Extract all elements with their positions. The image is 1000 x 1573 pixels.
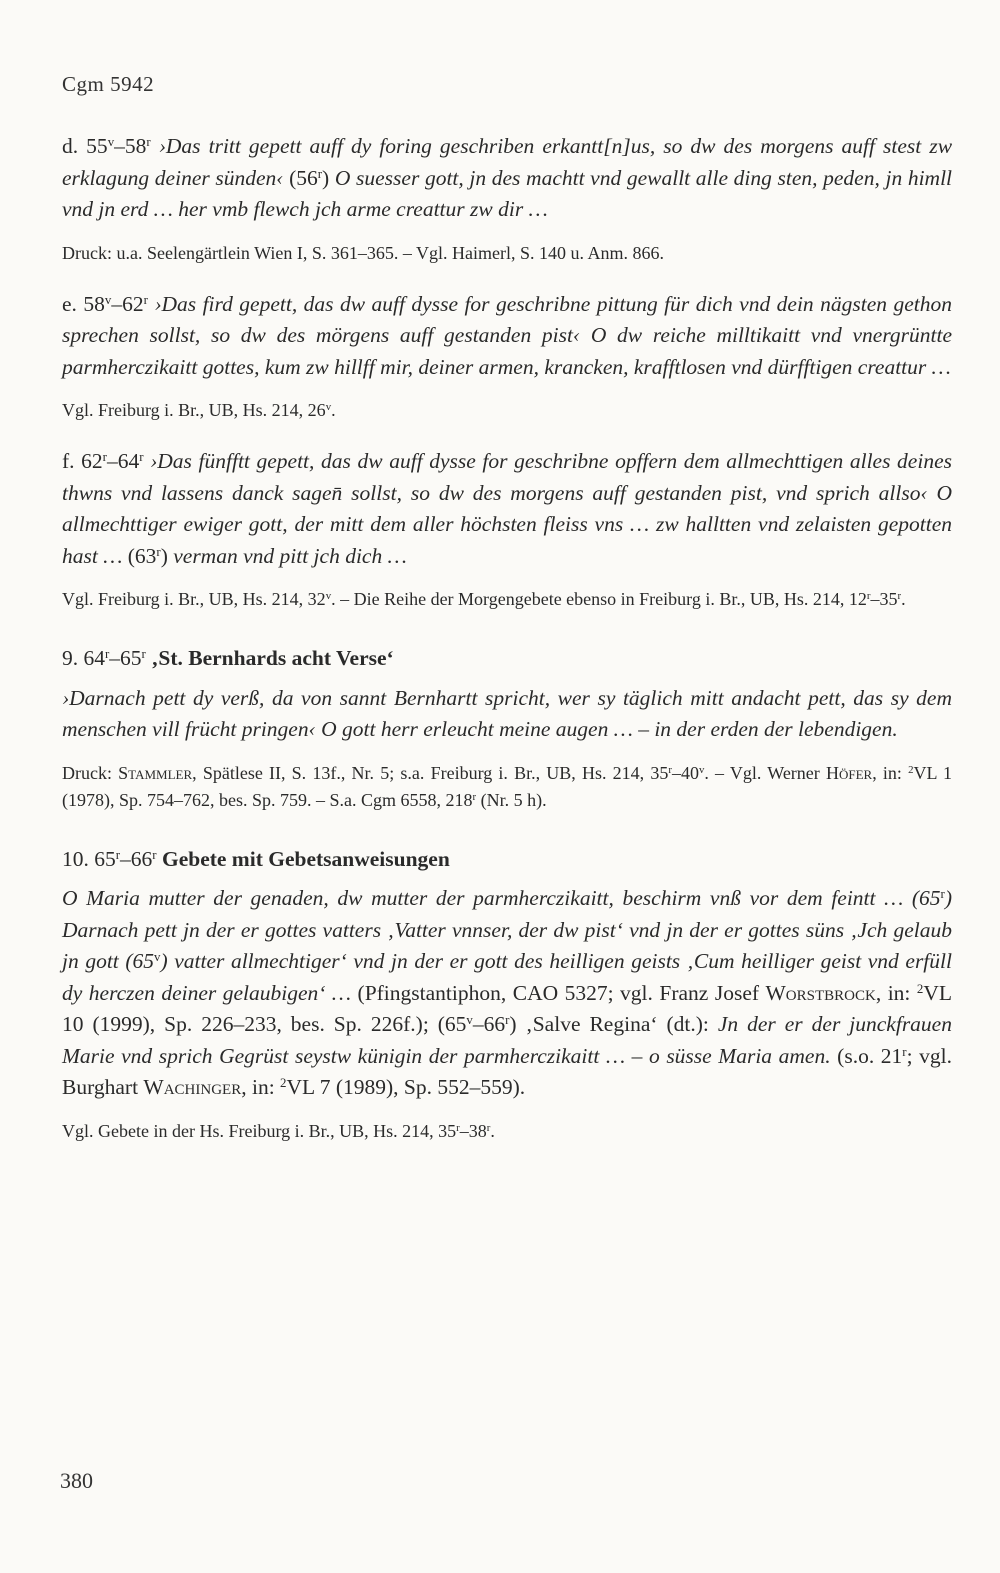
entry-f-note	[62, 586, 952, 613]
sup: v	[466, 1012, 473, 1027]
sup: r	[105, 646, 110, 661]
page-body	[62, 72, 952, 1145]
sup: v	[698, 763, 705, 776]
note-text: –40	[671, 762, 699, 783]
entry-f	[62, 446, 952, 572]
sup: v	[107, 134, 115, 149]
sup: r	[317, 166, 323, 181]
folio-ref-close: )	[322, 165, 330, 190]
note-text: .	[901, 589, 906, 609]
sup: r	[866, 590, 871, 603]
section-9-heading	[62, 643, 952, 675]
entry-d	[62, 131, 952, 226]
entry-e-lead: e. 58	[62, 291, 105, 316]
sup: r	[146, 134, 151, 149]
folio-range: –64	[106, 449, 140, 473]
folio-range: –66	[120, 846, 153, 871]
note-text: Vgl. Gebete in der Hs. Freiburg i. Br., UB, Hs. 214, 35	[62, 1120, 457, 1141]
folio-ref-close: )	[160, 543, 168, 568]
sup: r	[940, 886, 945, 901]
sup: v	[154, 949, 161, 964]
commentary: –66	[472, 1012, 506, 1036]
sup: r	[156, 544, 161, 559]
folio-ref: (56	[289, 165, 318, 190]
sup: r	[902, 1044, 907, 1059]
incipit: O Maria mutter der genaden, dw mutter der parmherczikaitt, beschirm vnß vor dem feintt … (65	[62, 886, 941, 910]
note-text: . – Die Reihe der Morgengebete ebenso in Freiburg i. Br., UB, Hs. 214, 12	[331, 589, 867, 609]
commentary: (s.o. 21	[830, 1043, 903, 1068]
note-text: Vgl. Freiburg i. Br., UB, Hs. 214, 32	[62, 589, 326, 609]
commentary: (Pfingstantiphon, CAO 5327; vgl. Franz Josef Worstbrock, in:	[351, 980, 917, 1005]
entry-f-lead: f. 62	[62, 449, 103, 473]
note-text: . – Vgl. Werner Höfer, in:	[704, 762, 909, 783]
commentary: ; vgl. Burghart Wachinger, in:	[62, 1043, 953, 1099]
section-number: 10. 65	[62, 846, 116, 871]
sup: r	[505, 1012, 510, 1027]
section-title: ‚St. Bernhards acht Verse‘	[145, 646, 394, 670]
note-text: VL 1 (1978), Sp. 754–762, bes. Sp. 759. – S.a. Cgm 6558, 218	[62, 762, 952, 810]
note-text: .	[490, 1120, 495, 1141]
section-9-note	[62, 760, 952, 814]
folio-range: –62	[111, 291, 144, 316]
sup: r	[152, 847, 157, 862]
note-text: –35	[870, 589, 898, 609]
sup: r	[897, 590, 902, 603]
note-text: Druck: Stammler, Spätlese II, S. 13f., Nr. 5; s.a. Freiburg i. Br., UB, Hs. 214, 35	[62, 762, 669, 783]
sup: r	[139, 449, 144, 464]
section-number: 9. 64	[62, 646, 105, 670]
entry-f-text1: ›Das fünfftt gepett, das dw auff dysse for geschribne opffern dem allmechttigen alles deines thwns vnd lassens danck sagen̄ sollst, so dw des morgens auff gestanden pist, vnd sprich allso‹ O allmechttiger ewiger gott, der mitt dem aller höchsten fleiss vns … zw halltten vnd zelaisten gepotten hast …	[62, 449, 952, 568]
sup: r	[472, 790, 477, 803]
sup: v	[325, 590, 332, 603]
sup: r	[102, 449, 107, 464]
sup: 2	[908, 763, 914, 776]
incipit: ) Darnach pett jn der er gottes vatters ‚Vatter vnnser, der dw pist‘ vnd jn der er gottes süns ‚Jch gelaub jn gott (65	[62, 886, 952, 973]
note-text: Vgl. Freiburg i. Br., UB, Hs. 214, 26	[62, 400, 326, 420]
entry-e-note	[62, 397, 952, 424]
section-10-note	[62, 1118, 952, 1145]
section-9-text	[62, 683, 952, 746]
incipit: Jn der er der junckfrauen Marie vnd sprich Gegrüst seystw künigin der parmherczikaitt … – o süsse Maria amen.	[62, 1012, 952, 1068]
commentary: VL 7 (1989), Sp. 552–559).	[286, 1075, 526, 1099]
commentary: ) ‚Salve Regina‘ (dt.):	[509, 1012, 718, 1036]
sup: v	[104, 292, 112, 307]
entry-d-note: Druck: u.a. Seelengärtlein Wien I, S. 361–365. – Vgl. Haimerl, S. 140 u. Anm. 866.	[62, 242, 665, 263]
sup: r	[143, 292, 148, 307]
section-title: Gebete mit Gebetsanweisungen	[156, 846, 450, 871]
sup: 2	[280, 1075, 287, 1090]
section-10-text	[62, 883, 952, 1104]
folio-range: –65	[109, 646, 142, 670]
entry-d-text2: O suesser gott, jn des machtt vnd gewallt alle ding sten, peden, jn himll vnd jn erd … her vmb flewch jch arme creattur zw dir …	[62, 165, 953, 221]
sup: r	[115, 847, 121, 862]
commentary: VL 10 (1999), Sp. 226–233, bes. Sp. 226f.); (65	[62, 980, 953, 1036]
incipit: ) vatter allmechtiger‘ vnd jn der er gott des heilligen geists ‚Cum heilliger geist vnd erfüll dy herczen deiner gelaubigen‘ …	[62, 949, 952, 1005]
entry-d-text1: ›Das tritt gepett auff dy foring geschriben erkantt[n]us, so dw des morgens auff stest zw erklagung deiner sünden‹	[62, 134, 953, 190]
note-text: –38	[459, 1120, 487, 1141]
note-text: (Nr. 5 h).	[476, 789, 547, 810]
section-10-heading	[62, 844, 952, 876]
entry-e	[62, 289, 952, 384]
sup: r	[141, 646, 146, 661]
note-text: .	[331, 400, 336, 420]
sup: r	[456, 1121, 460, 1134]
folio-ref: (63	[127, 543, 157, 568]
entry-d-lead: d. 55	[62, 134, 108, 158]
sup: 2	[916, 981, 924, 996]
page-number: 380	[60, 1468, 93, 1493]
entry-f-text2: verman vnd pitt jch dich …	[173, 543, 407, 568]
entry-e-text: ›Das fird gepett, das dw auff dysse for geschribne pittung für dich vnd dein nägsten gethon sprechen sollst, so dw des mörgens auff gestanden pist‹ O dw reiche milltikaitt vnd vnergrüntte parmherczikaitt gottes, kum zw hillff mir, deiner armen, krancken, krafftlosen vnd dürfftigen creattur …	[62, 291, 952, 379]
sup: r	[486, 1121, 491, 1134]
sup: v	[325, 401, 332, 414]
sup: r	[668, 763, 672, 776]
folio-range: –58	[114, 134, 147, 158]
running-head: Cgm 5942	[62, 72, 155, 96]
incipit: ›Darnach pett dy verß, da von sannt Bernhartt spricht, wer sy täglich mitt andacht pett, das sy dem menschen vill frücht pringen‹ O gott herr erleucht meine augen … – in der erden der lebendigen.	[62, 685, 952, 741]
